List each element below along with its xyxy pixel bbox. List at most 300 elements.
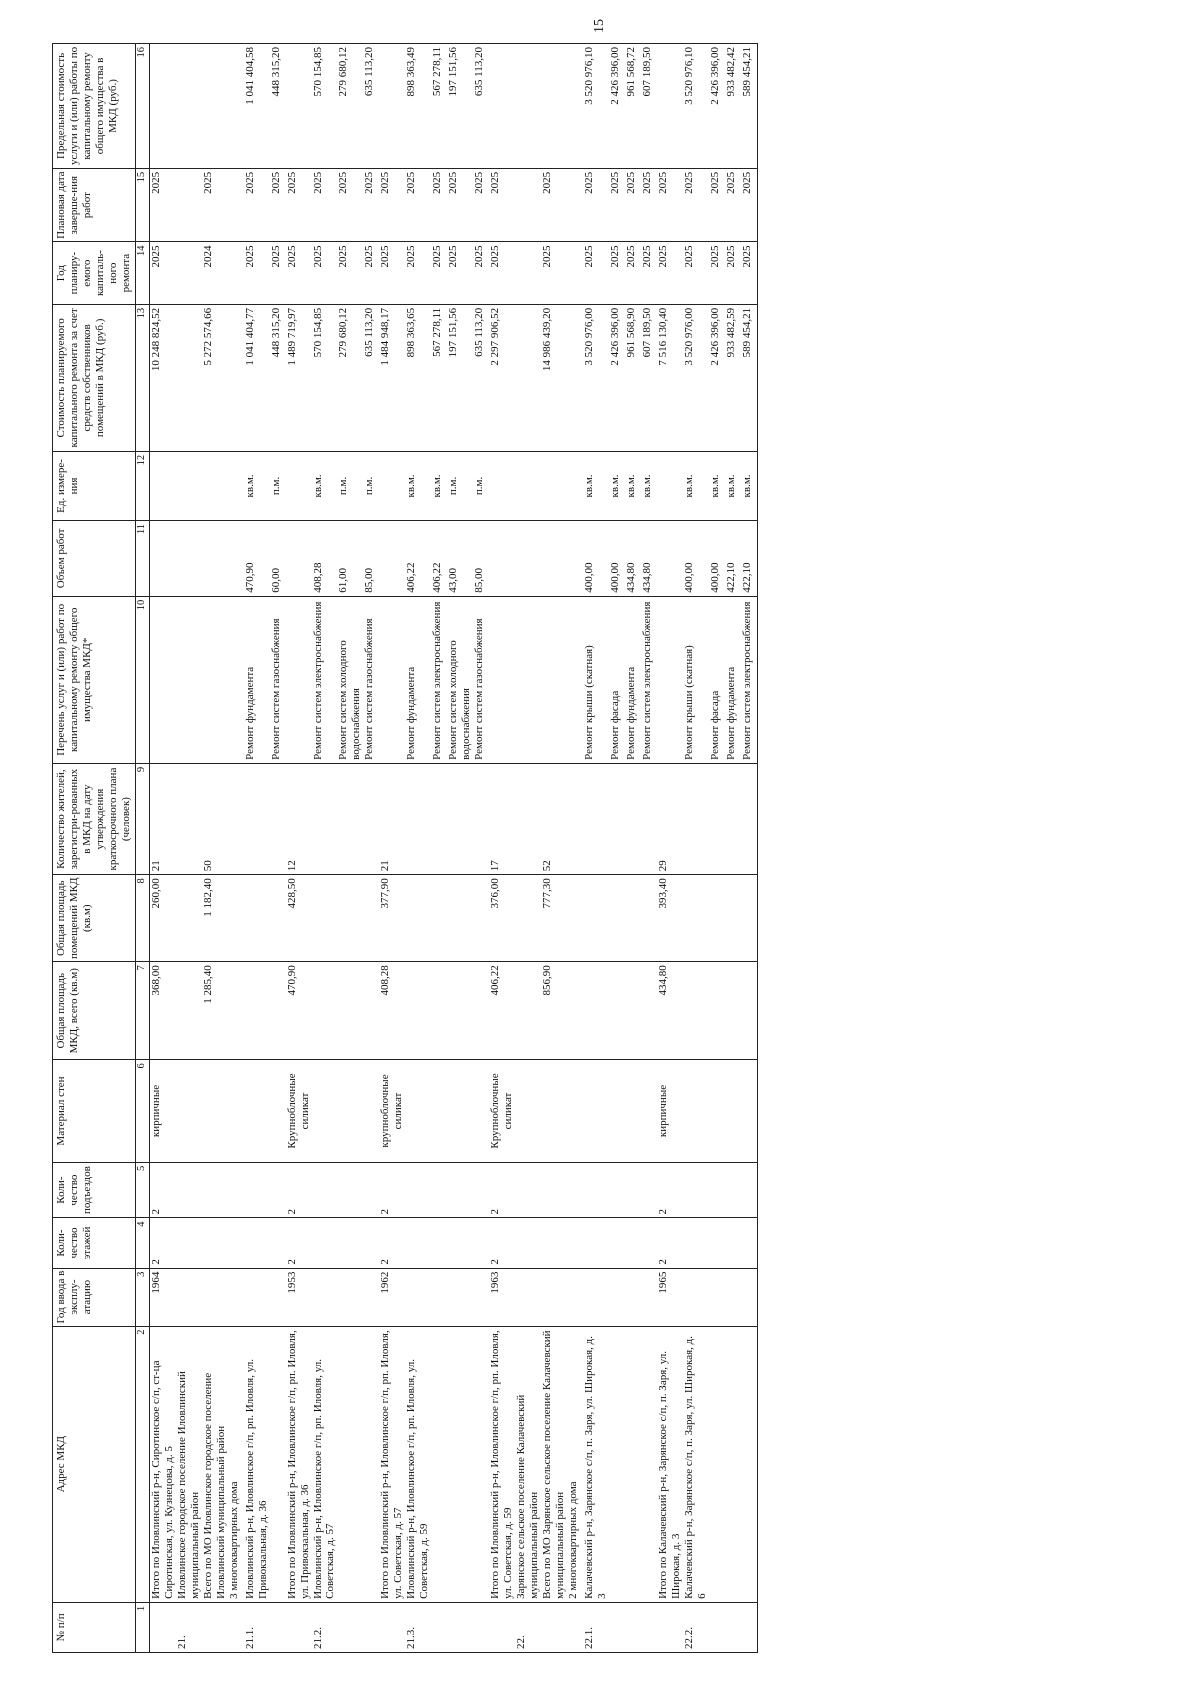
table-cell — [270, 763, 286, 874]
table-cell: 21.1. — [244, 1602, 270, 1652]
table-cell: 2025 — [725, 168, 741, 242]
table-cell: 2025 — [625, 242, 641, 304]
table-cell — [447, 1060, 473, 1163]
table-cell: 2025 — [312, 168, 338, 242]
table-cell: 422,10 — [741, 520, 758, 596]
table-cell — [431, 962, 447, 1060]
column-number: 7 — [135, 962, 149, 1060]
table-cell — [625, 1268, 641, 1326]
table-cell: кв.м. — [583, 451, 609, 520]
column-header: Коли-чество этажей — [53, 1218, 136, 1268]
table-cell — [567, 1602, 583, 1652]
table-cell: Ремонт систем холодного водоснабжения — [337, 596, 363, 763]
table-cell: Ремонт систем электроснабжения — [641, 596, 657, 763]
table-cell — [541, 1268, 567, 1326]
column-number: 14 — [135, 242, 149, 304]
table-cell: кв.м. — [244, 451, 270, 520]
table-cell — [567, 520, 583, 596]
table-cell — [567, 962, 583, 1060]
table-row — [683, 44, 709, 1653]
table-cell — [228, 242, 244, 304]
table-cell — [583, 1060, 609, 1163]
table-cell: Крупноблочные силикат — [286, 1060, 312, 1163]
table-cell — [625, 875, 641, 962]
table-cell — [312, 1268, 338, 1326]
table-cell: кв.м. — [312, 451, 338, 520]
table-cell — [473, 1218, 489, 1268]
table-cell — [683, 875, 709, 962]
column-number: 2 — [135, 1326, 149, 1602]
table-cell: 2025 — [363, 242, 379, 304]
table-cell — [515, 875, 541, 962]
column-header: Плановая дата заверше-ния работ — [53, 168, 136, 242]
table-cell — [725, 763, 741, 874]
table-cell: 2025 — [709, 168, 725, 242]
table-cell — [541, 1218, 567, 1268]
table-cell: 400,00 — [583, 520, 609, 596]
table-row — [176, 44, 202, 1653]
table-cell: 635 113,20 — [363, 44, 379, 169]
table-cell — [609, 1268, 625, 1326]
table-cell — [149, 451, 175, 520]
table-cell — [725, 962, 741, 1060]
table-cell: 898 363,65 — [405, 304, 431, 451]
table-cell — [515, 1060, 541, 1163]
table-cell — [609, 1326, 625, 1602]
table-cell: 2025 — [405, 242, 431, 304]
table-cell — [228, 1060, 244, 1163]
table-cell — [683, 1218, 709, 1268]
table-row — [405, 44, 431, 1653]
table-cell: 2 — [489, 1162, 515, 1218]
table-cell: 10 248 824,52 — [149, 304, 175, 451]
table-cell — [583, 1268, 609, 1326]
table-cell: Иловлинское городское поселение Иловлинский муниципальный район — [176, 1326, 202, 1602]
table-cell: 2 — [657, 1218, 683, 1268]
table-body — [149, 44, 757, 1653]
table-cell: 29 — [657, 763, 683, 874]
table-cell: 2025 — [337, 168, 363, 242]
table-cell: 2 — [379, 1162, 405, 1218]
table-cell — [473, 1326, 489, 1602]
table-cell — [202, 520, 228, 596]
table-cell: 406,22 — [431, 520, 447, 596]
table-cell — [363, 1602, 379, 1652]
column-number: 8 — [135, 875, 149, 962]
table-cell: 898 363,49 — [405, 44, 431, 169]
table-cell: 3 520 976,10 — [683, 44, 709, 169]
table-cell — [337, 1218, 363, 1268]
table-cell: кирпичные — [149, 1060, 175, 1163]
table-cell — [447, 1602, 473, 1652]
table-cell — [515, 304, 541, 451]
table-cell: Зарянское сельское поселение Калачевский муниципальный район — [515, 1326, 541, 1602]
table-cell: крупноблочные силикат — [379, 1060, 405, 1163]
table-cell: 21. — [176, 1602, 202, 1652]
table-cell: 85,00 — [473, 520, 489, 596]
table-cell: 406,22 — [405, 520, 431, 596]
table-cell: 2025 — [447, 242, 473, 304]
table-cell — [363, 1162, 379, 1218]
table-cell: Ремонт систем газоснабжения — [473, 596, 489, 763]
table-cell — [709, 1326, 725, 1602]
table-row — [625, 44, 641, 1653]
table-cell — [337, 1602, 363, 1652]
table-cell — [337, 763, 363, 874]
table-cell — [228, 44, 244, 169]
table-cell — [709, 1602, 725, 1652]
table-cell — [609, 763, 625, 874]
table-cell — [149, 596, 175, 763]
table-cell — [709, 1268, 725, 1326]
table-cell: 2025 — [363, 168, 379, 242]
column-number: 10 — [135, 596, 149, 763]
table-cell: 2 — [489, 1218, 515, 1268]
table-cell — [641, 875, 657, 962]
table-row — [567, 44, 583, 1653]
table-cell: 1 285,40 — [202, 962, 228, 1060]
table-cell — [228, 168, 244, 242]
table-cell — [515, 520, 541, 596]
table-cell: 400,00 — [609, 520, 625, 596]
table-cell — [641, 1602, 657, 1652]
table-cell — [202, 1268, 228, 1326]
table-cell: 2025 — [541, 242, 567, 304]
table-cell: 2025 — [657, 242, 683, 304]
table-cell — [363, 875, 379, 962]
table-cell — [541, 520, 567, 596]
table-cell — [363, 1060, 379, 1163]
table-cell: кв.м. — [609, 451, 625, 520]
table-cell — [709, 875, 725, 962]
table-cell: 635 113,20 — [473, 304, 489, 451]
table-cell: 21.3. — [405, 1602, 431, 1652]
table-cell — [363, 962, 379, 1060]
table-cell — [725, 875, 741, 962]
column-number: 1 — [135, 1602, 149, 1652]
table-cell: 2025 — [379, 168, 405, 242]
table-cell — [270, 1060, 286, 1163]
table-cell — [709, 1218, 725, 1268]
table-cell — [609, 1602, 625, 1652]
table-cell: 2025 — [431, 242, 447, 304]
table-cell: Ремонт фасада — [609, 596, 625, 763]
table-cell — [583, 875, 609, 962]
table-cell: 448 315,20 — [270, 44, 286, 169]
table-cell — [363, 763, 379, 874]
table-cell — [541, 451, 567, 520]
table-cell — [228, 1162, 244, 1218]
table-cell: 777,30 — [541, 875, 567, 962]
table-cell — [657, 44, 683, 169]
table-cell — [657, 596, 683, 763]
table-cell — [176, 1268, 202, 1326]
table-cell — [625, 1060, 641, 1163]
table-cell — [515, 962, 541, 1060]
table-cell: 2025 — [379, 242, 405, 304]
table-cell: 570 154,85 — [312, 44, 338, 169]
table-cell: 61,00 — [337, 520, 363, 596]
table-cell: 422,10 — [725, 520, 741, 596]
table-cell: кирпичные — [657, 1060, 683, 1163]
table-cell — [609, 962, 625, 1060]
table-cell — [176, 1060, 202, 1163]
table-cell — [228, 962, 244, 1060]
table-cell: 2025 — [641, 168, 657, 242]
table-cell — [244, 1218, 270, 1268]
table-cell: кв.м. — [725, 451, 741, 520]
table-cell: 470,90 — [244, 520, 270, 596]
table-cell — [228, 875, 244, 962]
table-cell: Иловлинский р-н, Иловлинское г/п, рп. Иловля, ул. Советская, д. 57 — [312, 1326, 338, 1602]
column-number: 3 — [135, 1268, 149, 1326]
table-cell — [244, 1268, 270, 1326]
table-cell — [176, 1162, 202, 1218]
table-cell — [431, 875, 447, 962]
table-cell: 2025 — [683, 168, 709, 242]
table-cell — [641, 1326, 657, 1602]
table-cell — [176, 1218, 202, 1268]
table-cell — [583, 1218, 609, 1268]
table-cell: 2025 — [641, 242, 657, 304]
table-cell: 14 986 439,20 — [541, 304, 567, 451]
table-cell: Ремонт систем электроснабжения — [312, 596, 338, 763]
table-cell — [202, 1060, 228, 1163]
table-cell: 408,28 — [379, 962, 405, 1060]
table-cell — [270, 962, 286, 1060]
column-header: Общая площадь МКД, всего (кв.м) — [53, 962, 136, 1060]
table-cell: 60,00 — [270, 520, 286, 596]
table-cell: 1 489 719,97 — [286, 304, 312, 451]
table-cell: 43,00 — [447, 520, 473, 596]
table-cell — [725, 1602, 741, 1652]
table-cell: 2025 — [473, 168, 489, 242]
table-cell — [625, 962, 641, 1060]
table-cell — [431, 763, 447, 874]
table-cell — [641, 763, 657, 874]
table-cell — [541, 596, 567, 763]
table-cell — [741, 1326, 758, 1602]
table-cell: 1962 — [379, 1268, 405, 1326]
table-cell: 856,90 — [541, 962, 567, 1060]
column-header: Количество жителей, зарегистри-рованных в МКД на дату утверждения краткосрочного плана (человек) — [53, 763, 136, 874]
table-cell: 17 — [489, 763, 515, 874]
column-header: Коли-чество подъездов — [53, 1162, 136, 1218]
table-cell — [489, 1602, 515, 1652]
column-number: 9 — [135, 763, 149, 874]
column-header: Предельная стоимость услуги и (или) работы по капитальному ремонту общего имущества в МКД (руб.) — [53, 44, 136, 169]
table-cell: 368,00 — [149, 962, 175, 1060]
table-cell — [176, 763, 202, 874]
table-cell — [312, 1218, 338, 1268]
table-cell — [337, 1162, 363, 1218]
table-cell: 2025 — [741, 242, 758, 304]
table-cell — [286, 451, 312, 520]
table-cell — [286, 520, 312, 596]
capital-repair-plan-table — [52, 43, 758, 1653]
table-cell: Ремонт систем газоснабжения — [270, 596, 286, 763]
table-cell — [683, 763, 709, 874]
column-number: 11 — [135, 520, 149, 596]
table-cell — [741, 1162, 758, 1218]
table-cell — [228, 763, 244, 874]
table-cell: 1964 — [149, 1268, 175, 1326]
table-cell: Ремонт фундамента — [405, 596, 431, 763]
table-cell: Итого по Иловлинский р-н, Иловлинское г/п, рп. Иловля, ул. Привокзальная, д. 36 — [286, 1326, 312, 1602]
header-row — [53, 44, 136, 1653]
table-cell: 2025 — [489, 242, 515, 304]
table-cell: Всего по МО Иловлинское городское поселение Иловлинский муниципальный район — [202, 1326, 228, 1602]
table-cell: 3 520 976,00 — [583, 304, 609, 451]
table-cell: 2025 — [149, 242, 175, 304]
table-cell: 961 568,72 — [625, 44, 641, 169]
table-cell — [447, 1162, 473, 1218]
table-cell: 2025 — [405, 168, 431, 242]
table-cell — [657, 520, 683, 596]
table-cell: 2 — [149, 1162, 175, 1218]
table-cell: Итого по Иловлинский р-н, Иловлинское г/п, рп. Иловля, ул. Советская, д. 59 — [489, 1326, 515, 1602]
table-cell — [176, 242, 202, 304]
table-cell: 1 041 404,77 — [244, 304, 270, 451]
table-cell: 2025 — [741, 168, 758, 242]
column-header: Объем работ — [53, 520, 136, 596]
column-header: Год ввода в эксплу-атацию — [53, 1268, 136, 1326]
table-cell: 2 многоквартирных дома — [567, 1326, 583, 1602]
table-cell — [286, 44, 312, 169]
column-header: Материал стен — [53, 1060, 136, 1163]
table-row — [741, 44, 758, 1653]
table-cell — [312, 962, 338, 1060]
table-cell — [683, 1268, 709, 1326]
table-cell — [379, 1602, 405, 1652]
table-cell: 393,40 — [657, 875, 683, 962]
column-number: 15 — [135, 168, 149, 242]
table-cell — [176, 451, 202, 520]
table-cell — [625, 1326, 641, 1602]
table-cell — [337, 1326, 363, 1602]
table-cell: 2 — [379, 1218, 405, 1268]
column-header: № п/п — [53, 1602, 136, 1652]
table-cell — [609, 1162, 625, 1218]
table-row — [541, 44, 567, 1653]
table-cell — [447, 875, 473, 962]
column-number: 5 — [135, 1162, 149, 1218]
table-cell: 2025 — [657, 168, 683, 242]
table-cell: 197 151,56 — [447, 44, 473, 169]
column-number-row — [135, 44, 149, 1653]
table-cell: 470,90 — [286, 962, 312, 1060]
column-header: Перечень услуг и (или) работ по капитальному ремонту общего имущества МКД* — [53, 596, 136, 763]
table-cell — [567, 1162, 583, 1218]
table-cell: 1 484 948,17 — [379, 304, 405, 451]
table-cell — [683, 1162, 709, 1218]
table-cell — [515, 451, 541, 520]
table-row — [379, 44, 405, 1653]
table-cell — [202, 451, 228, 520]
table-cell: 2025 — [725, 242, 741, 304]
table-row — [431, 44, 447, 1653]
table-cell — [741, 763, 758, 874]
table-cell: 376,00 — [489, 875, 515, 962]
table-cell — [609, 875, 625, 962]
table-cell — [149, 520, 175, 596]
table-cell: Всего по МО Зарянское сельское поселение Калачевский муниципальный район — [541, 1326, 567, 1602]
table-row — [202, 44, 228, 1653]
table-cell — [583, 763, 609, 874]
table-cell — [312, 1162, 338, 1218]
table-cell: Ремонт фасада — [709, 596, 725, 763]
table-cell: 933 482,59 — [725, 304, 741, 451]
table-cell: 2025 — [202, 168, 228, 242]
table-cell — [363, 1218, 379, 1268]
table-cell — [337, 875, 363, 962]
table-cell — [541, 1602, 567, 1652]
table-cell: 5 272 574,66 — [202, 304, 228, 451]
table-cell — [363, 1326, 379, 1602]
table-cell — [447, 962, 473, 1060]
table-cell: Ремонт фундамента — [625, 596, 641, 763]
table-cell: Ремонт фундамента — [244, 596, 270, 763]
column-number: 12 — [135, 451, 149, 520]
table-cell: п.м. — [447, 451, 473, 520]
table-cell — [270, 1162, 286, 1218]
table-cell: кв.м. — [741, 451, 758, 520]
table-cell: 434,80 — [641, 520, 657, 596]
table-cell — [228, 451, 244, 520]
table-cell — [641, 1218, 657, 1268]
table-cell — [625, 1162, 641, 1218]
table-cell: Крупноблочные силикат — [489, 1060, 515, 1163]
table-cell — [202, 1162, 228, 1218]
table-cell — [431, 1268, 447, 1326]
table-cell: 2025 — [583, 168, 609, 242]
table-cell: 7 516 130,40 — [657, 304, 683, 451]
table-cell: 434,80 — [657, 962, 683, 1060]
table-cell: 22. — [515, 1602, 541, 1652]
table-cell — [473, 1602, 489, 1652]
table-cell — [176, 962, 202, 1060]
table-cell — [641, 1162, 657, 1218]
column-header: Год планиру-емого капиталь-ного ремонта — [53, 242, 136, 304]
table-cell: 448 315,20 — [270, 304, 286, 451]
table-row — [473, 44, 489, 1653]
table-cell: кв.м. — [625, 451, 641, 520]
column-header: Стоимость планируемого капитального ремонта за счет средств собственников помещений в МКД (руб.) — [53, 304, 136, 451]
table-cell: 1 041 404,58 — [244, 44, 270, 169]
table-cell — [515, 1162, 541, 1218]
column-header: Ед. измере-ния — [53, 451, 136, 520]
column-header: Общая площадь помещений МКД (кв.м) — [53, 875, 136, 962]
table-row — [447, 44, 473, 1653]
table-cell: 400,00 — [709, 520, 725, 596]
table-cell — [431, 1218, 447, 1268]
table-cell: п.м. — [270, 451, 286, 520]
table-cell — [515, 596, 541, 763]
table-row — [363, 44, 379, 1653]
table-cell: 2025 — [489, 168, 515, 242]
table-cell: 1 182,40 — [202, 875, 228, 962]
table-cell — [270, 875, 286, 962]
rotated-table-container — [52, 43, 1184, 1653]
column-header: Адрес МКД — [53, 1326, 136, 1602]
table-cell: 3 520 976,00 — [683, 304, 709, 451]
table-header — [53, 44, 150, 1653]
table-cell: 377,90 — [379, 875, 405, 962]
table-cell: 567 278,11 — [431, 44, 447, 169]
table-cell: 22.2. — [683, 1602, 709, 1652]
table-cell: 2 — [286, 1218, 312, 1268]
table-cell — [567, 1060, 583, 1163]
